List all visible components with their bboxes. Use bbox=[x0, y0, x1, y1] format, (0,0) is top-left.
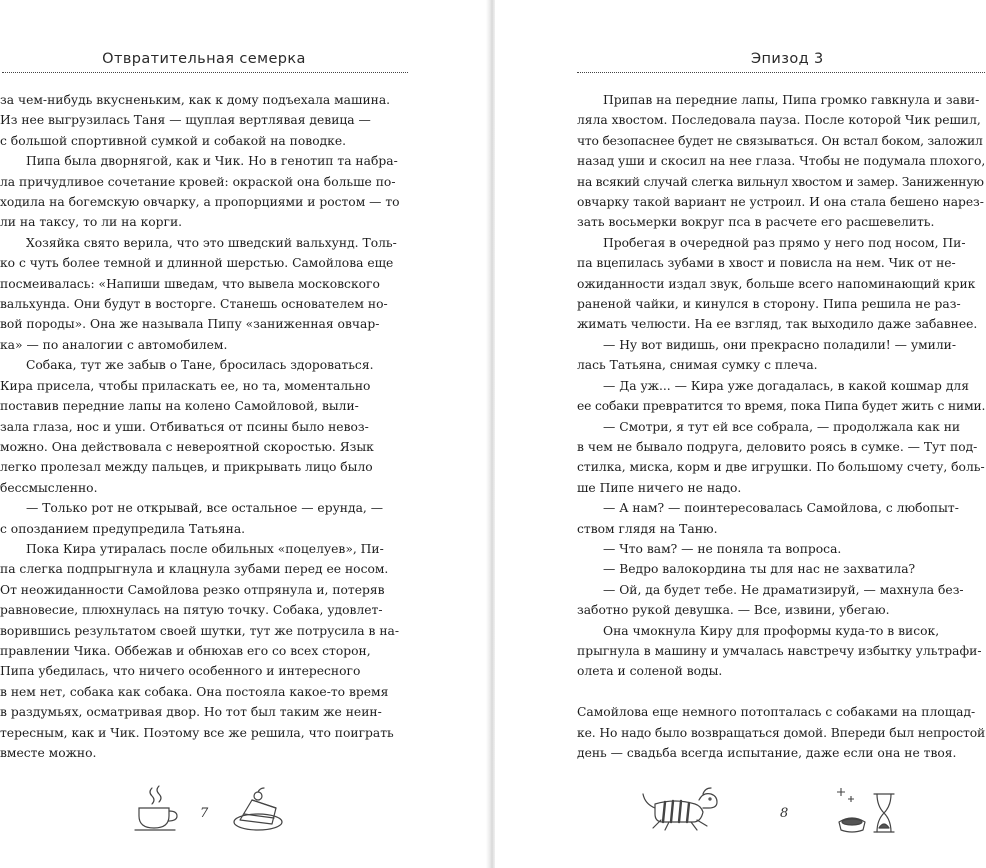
text-line: — Ведро валокордина ты для нас не захватила? bbox=[603, 562, 916, 577]
text-line: Пока Кира утиралась после обильных «поцелуев», Пи- bbox=[26, 541, 384, 556]
text-line: Пипа убедилась, что ничего особенного и интересного bbox=[0, 664, 361, 679]
running-header-left: Отвратительная семерка bbox=[102, 51, 306, 67]
text-line: овчарку такой вариант не устроил. И она стала бешено нарез- bbox=[577, 195, 984, 210]
text-line: па слегка подпрыгнула и клацнула зубами перед ее носом. bbox=[0, 562, 389, 577]
page-number-left: 7 bbox=[200, 806, 209, 821]
text-line: ворившись результатом своей шутки, тут же потрусила в на- bbox=[0, 623, 400, 638]
cake-slice-icon bbox=[232, 786, 288, 834]
text-line: ке. Но надо было возвращаться домой. Впереди был непростой bbox=[577, 725, 985, 740]
text-line: посмеивалась: «Напиши шведам, что вывела московского bbox=[0, 276, 380, 291]
text-line: Пипа была дворнягой, как и Чик. Но в генотип та набра- bbox=[26, 154, 398, 169]
running-dog-icon bbox=[641, 786, 721, 832]
header-rule-left bbox=[2, 72, 408, 73]
running-header-right: Эпизод 3 bbox=[751, 51, 824, 67]
text-line: вальхунда. Они будут в восторге. Станешь основателем но- bbox=[0, 297, 388, 312]
text-line: ла причудливое сочетание кровей: окраской она больше по- bbox=[0, 174, 396, 189]
text-line: ка» — по аналогии с автомобилем. bbox=[0, 337, 228, 352]
text-line: в чем не бывало подруга, деловито роясь в сумке. — Тут под- bbox=[577, 439, 978, 454]
text-line: лась Татьяна, снимая сумку с плеча. bbox=[577, 358, 818, 373]
text-line: поставив передние лапы на колено Самойловой, выли- bbox=[0, 399, 359, 414]
text-line: Она чмокнула Киру для проформы куда-то в висок, bbox=[603, 623, 940, 638]
text-line: легко пролезал между пальцев, и прикрывать лицо было bbox=[0, 460, 373, 475]
text-line: на всякий случай слегка вильнул хвостом и замер. Заниженную bbox=[577, 174, 984, 189]
text-line: ко с чуть более темной и длинной шерстью. Самойлова еще bbox=[0, 256, 394, 271]
text-line: бессмысленно. bbox=[0, 480, 98, 495]
header-rule-right bbox=[577, 72, 985, 73]
text-line: Из нее выгрузилась Таня — щуплая вертлявая девица — bbox=[0, 113, 371, 128]
text-line: ли на таксу, то ли на корги. bbox=[0, 215, 183, 230]
text-line: жимать челюсти. На ее взгляд, так выходило даже забавнее. bbox=[577, 317, 978, 332]
text-line: вой породы». Она же называла Пипу «заниженная овчар- bbox=[0, 317, 380, 332]
text-line: стилка, миска, корм и две игрушки. По большому счету, боль- bbox=[577, 460, 985, 475]
text-line: можно. Она действовала с невероятной скоростью. Язык bbox=[0, 439, 374, 454]
text-line: что безопаснее будет не связываться. Он встал боком, заложил bbox=[577, 133, 983, 148]
text-line: — А нам? — поинтересовалась Самойлова, с любопыт- bbox=[603, 501, 959, 516]
coffee-cup-icon bbox=[133, 784, 183, 834]
left-page bbox=[0, 0, 489, 868]
text-line: ляла хвостом. Последовала пауза. После которой Чик решил, bbox=[577, 113, 981, 128]
text-line: Хозяйка свято верила, что это шведский вальхунд. Толь- bbox=[26, 235, 397, 250]
text-line: — Ой, да будет тебе. Не драматизируй, — махнула без- bbox=[603, 582, 964, 597]
text-line: ожиданности издал звук, больше всего напоминающий крик bbox=[577, 276, 976, 291]
text-line: тересным, как и Чик. Поэтому все же решила, что поиграть bbox=[0, 725, 394, 740]
text-line: па вцепилась зубами в хвост и повисла на нем. Чик от не- bbox=[577, 256, 956, 271]
text-line: ее собаки превратится то время, пока Пипа будет жить с ними. bbox=[577, 399, 985, 414]
text-line: — Только рот не открывай, все остальное — ерунда, — bbox=[26, 501, 384, 516]
text-line: олета и соленой воды. bbox=[577, 664, 723, 679]
text-line: Самойлова еще немного потопталась с собаками на площад- bbox=[577, 705, 976, 720]
text-line: Пробегая в очередной раз прямо у него под носом, Пи- bbox=[603, 235, 966, 250]
text-line: — Смотри, я тут ей все собрала, — продолжала как ни bbox=[603, 419, 961, 434]
text-line: прыгнула в машину и умчалась навстречу избытку ультрафи- bbox=[577, 643, 982, 658]
text-line: правлении Чика. Оббежав и обнюхав его со всех сторон, bbox=[0, 643, 371, 658]
text-line: Кира присела, чтобы приласкать ее, но та, моментально bbox=[0, 378, 371, 393]
page-number-right: 8 bbox=[780, 806, 789, 821]
text-line: ходила на богемскую овчарку, а пропорциями и ростом — то bbox=[0, 195, 400, 210]
text-line: с опозданием предупредила Татьяна. bbox=[0, 521, 246, 536]
text-line: зала глаза, нос и уши. Отбиваться от псины было невоз- bbox=[0, 419, 369, 434]
text-line: равновесие, плюхнулась на пятую точку. Собака, удовлет- bbox=[0, 603, 383, 618]
text-line: Собака, тут же забыв о Тане, бросилась здороваться. bbox=[26, 358, 374, 373]
text-line: — Да уж... — Кира уже догадалась, в какой кошмар для bbox=[603, 378, 969, 393]
body-text-right bbox=[577, 90, 985, 763]
text-line: день — свадьба всегда испытание, даже если она не твоя. bbox=[577, 745, 957, 760]
sparkle-icon bbox=[835, 786, 857, 808]
text-line: Припав на передние лапы, Пипа громко гавкнула и зави- bbox=[603, 93, 980, 107]
text-line: в нем нет, собака как собака. Она постояла какое-то время bbox=[0, 684, 389, 699]
text-line: — Что вам? — не поняла та вопроса. bbox=[603, 541, 842, 556]
text-line: заботно рукой девушка. — Все, извини, убегаю. bbox=[577, 603, 890, 618]
text-line: в раздумьях, осматривая двор. Но тот был таким же неин- bbox=[0, 705, 382, 720]
text-line: раненой чайки, и кинулся в сторону. Пипа решила не раз- bbox=[577, 297, 961, 312]
body-text-left bbox=[0, 90, 408, 763]
text-line: — Ну вот видишь, они прекрасно поладили! — умили- bbox=[603, 337, 957, 352]
hourglass-icon bbox=[871, 792, 897, 834]
text-line: назад уши и скосил на нее глаза. Чтобы не подумала плохого, bbox=[577, 154, 985, 169]
text-line: От неожиданности Самойлова резко отпрянула и, потеряв bbox=[0, 582, 385, 597]
text-line: ше Пипе ничего не надо. bbox=[577, 480, 742, 495]
text-line: ством глядя на Таню. bbox=[577, 521, 718, 536]
right-page bbox=[495, 0, 986, 868]
text-line: с большой спортивной сумкой и собакой на поводке. bbox=[0, 133, 347, 148]
text-line: зать восьмерки вокруг пса в расчете его расшевелить. bbox=[577, 215, 935, 230]
text-line: за чем-нибудь вкусненьким, как к дому подъехала машина. bbox=[0, 93, 391, 107]
text-line: вместе можно. bbox=[0, 746, 97, 760]
